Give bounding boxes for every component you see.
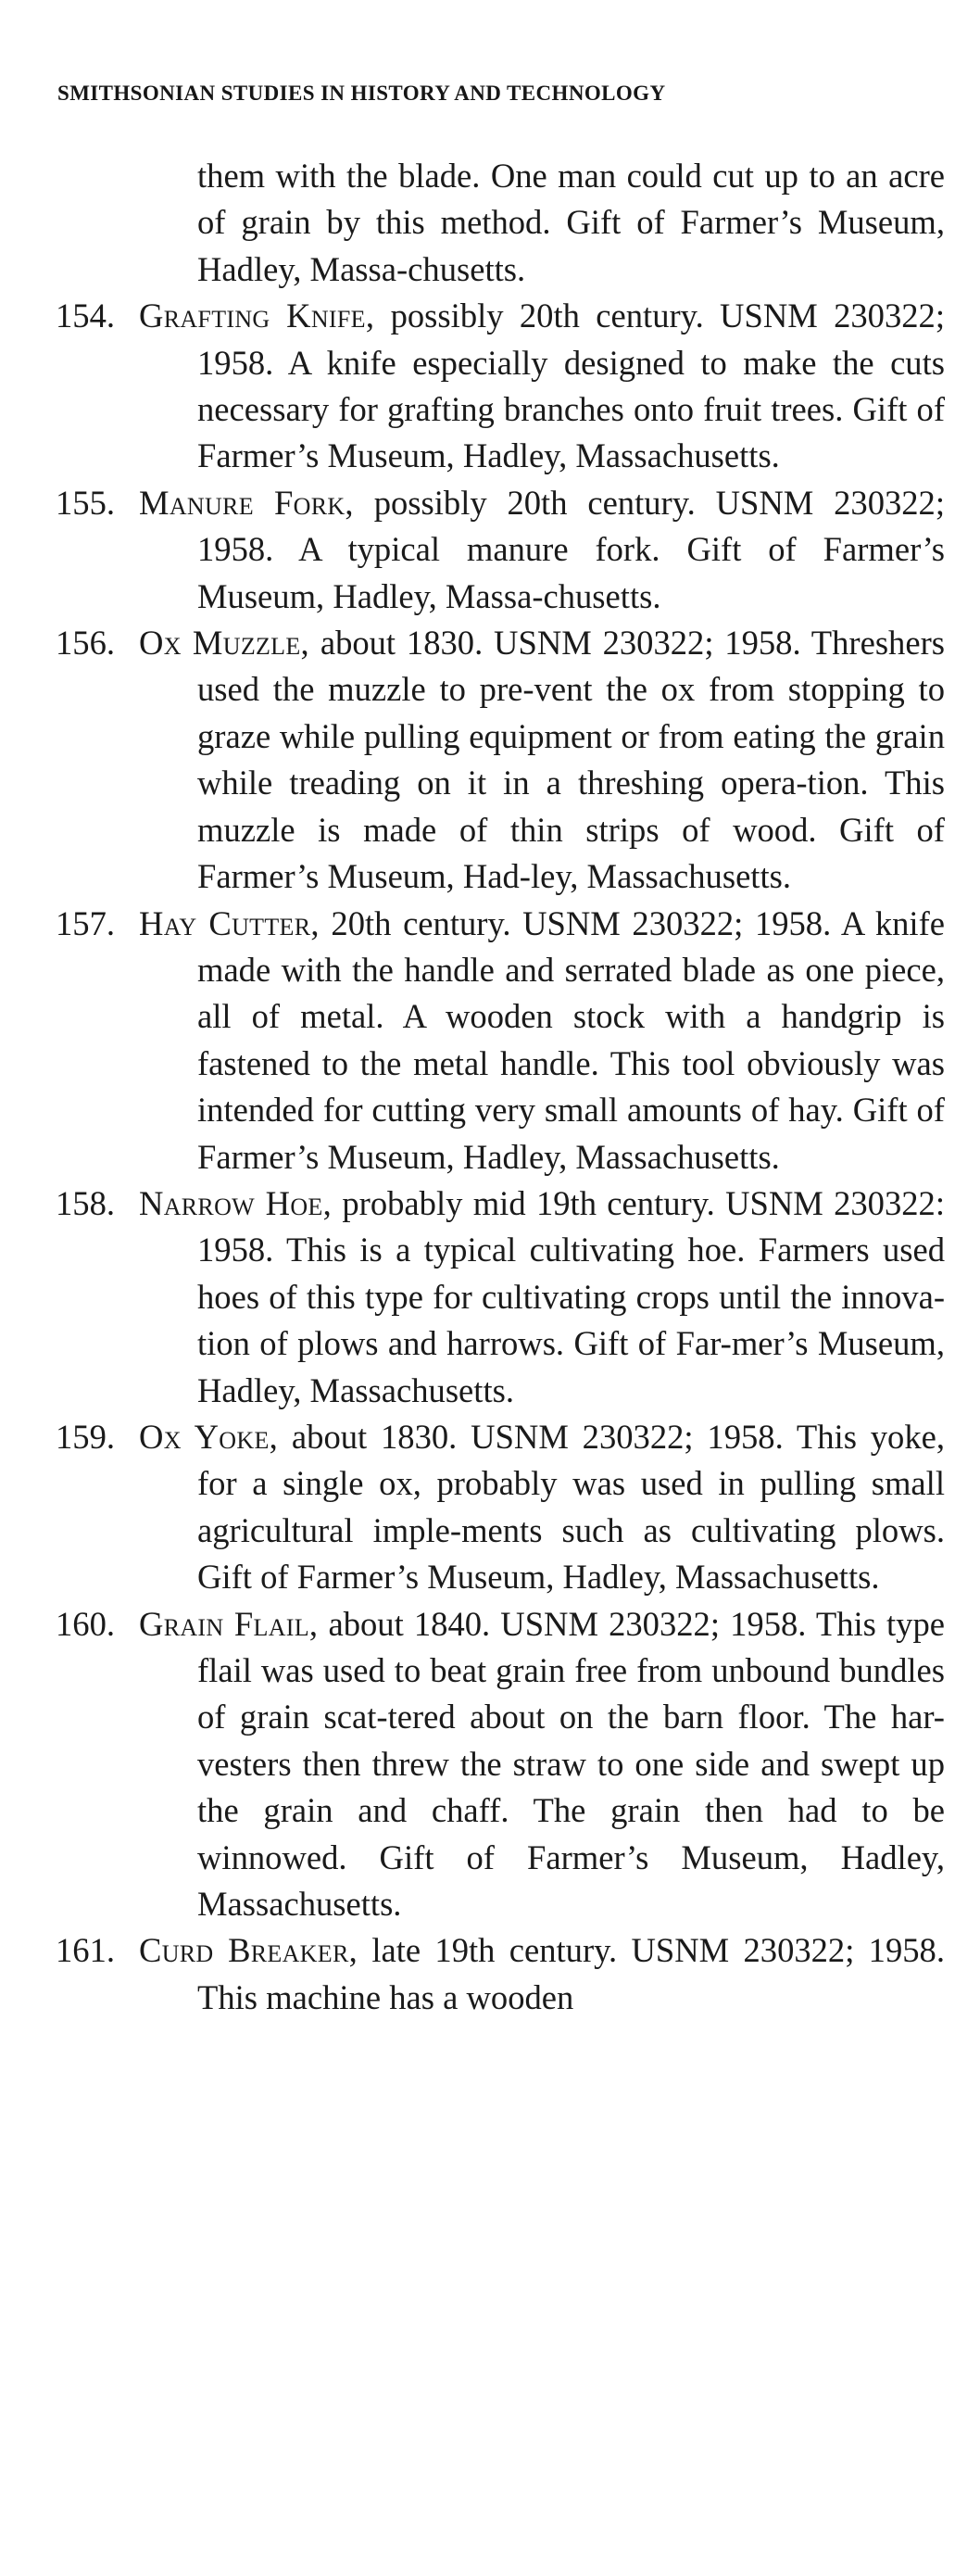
running-header: SMITHSONIAN STUDIES IN HISTORY AND TECHNOLOGY <box>57 82 666 105</box>
entry-title: Manure Fork, <box>139 483 354 522</box>
entry-number: 160. <box>56 1604 116 1643</box>
entry-number: 156. <box>56 624 116 663</box>
entry-title: Narrow Hoe, <box>139 1183 333 1222</box>
entry-number: 155. <box>56 483 116 522</box>
catalog-entry <box>56 1927 945 2021</box>
entry-description: 20th century. USNM 230322; 1958. A knife made with the handle and serrated blade as one piece, all of metal. A wooden stock with a handgrip is fastened to the metal handle. This tool obviously was intended for cutting very small amounts of hay. Gift of Farmer’s Museum, Hadley, Massachusetts. <box>197 903 946 1176</box>
entry-title: Hay Cutter, <box>139 903 320 942</box>
entry-number: 157. <box>56 903 116 942</box>
entry-description: late 19th century. USNM 230322; 1958. This machine has a wooden <box>197 1931 945 2016</box>
entry-number: 154. <box>56 297 116 335</box>
entry-title: Curd Breaker, <box>139 1931 358 1970</box>
entry-description: about 1830. USNM 230322; 1958. Threshers used the muzzle to pre-vent the ox from stopping to graze while pulling equipment or from eating the grain while treading on it in a threshing opera-tion. This muzzle is made of thin strips of wood. Gift of Farmer’s Museum, Had-ley, Massachusetts. <box>197 624 946 896</box>
catalog-entry <box>56 293 945 480</box>
entry-title: Ox Muzzle, <box>139 624 309 663</box>
entry-number: 158. <box>56 1183 116 1222</box>
entry-description: about 1830. USNM 230322; 1958. This yoke, for a single ox, probably was used in pulling small agricultural imple-ments such as cultivating plows. Gift of Farmer’s Museum, Hadley, Massachusetts. <box>197 1417 946 1597</box>
entry-description: about 1840. USNM 230322; 1958. This type flail was used to beat grain free from unbound bundles of grain scat-tered about on the barn floor. The har-vesters then threw the straw to one side and swept up the grain and chaff. The grain then had to be winnowed. Gift of Farmer’s Museum, Hadley, Massachusetts. <box>197 1604 945 1924</box>
catalog-entry <box>56 480 945 620</box>
catalog-entry <box>56 1181 945 1414</box>
entry-description: possibly 20th century. USNM 230322; 1958. A typical manure fork. Gift of Farmer’s Museum, Hadley, Massa-chusetts. <box>197 483 946 615</box>
entry-body <box>139 1184 945 1409</box>
entry-body <box>139 1931 945 2015</box>
entry-body <box>139 1418 945 1596</box>
entry-title: Ox Yoke, <box>139 1417 279 1456</box>
entry-body <box>139 624 945 895</box>
catalog-entry <box>56 901 945 1181</box>
entry-title: Grafting Knife, <box>139 297 375 335</box>
entry-body <box>139 484 945 615</box>
entry-title: Grain Flail, <box>139 1604 319 1643</box>
entry-description: probably mid 19th century. USNM 230322: 1958. This is a typical cultivating hoe. Farmers used hoes of this type for cultivating crops until the innova-tion of plows and harrows. Gift of Far-mer’s Museum, Hadley, Massachusetts. <box>197 1183 945 1409</box>
catalog-body <box>56 153 945 2021</box>
entry-body <box>139 904 945 1176</box>
entry-description: possibly 20th century. USNM 230322; 1958. A knife especially designed to make the cuts necessary for grafting branches onto fruit trees. Gift of Farmer’s Museum, Hadley, Massachusetts. <box>197 297 945 475</box>
entry-number: 161. <box>56 1931 116 1970</box>
catalog-entry <box>56 620 945 900</box>
catalog-entry <box>56 1414 945 1601</box>
catalog-entries <box>56 293 945 2021</box>
continuation-paragraph: them with the blade. One man could cut up to an acre of grain by this method. Gift of Farmer’s Museum, Hadley, Massa-chusetts. <box>197 157 945 288</box>
entry-number: 159. <box>56 1417 116 1456</box>
entry-body <box>139 297 945 474</box>
catalog-entry <box>56 1601 945 1928</box>
entry-body <box>139 1605 945 1923</box>
